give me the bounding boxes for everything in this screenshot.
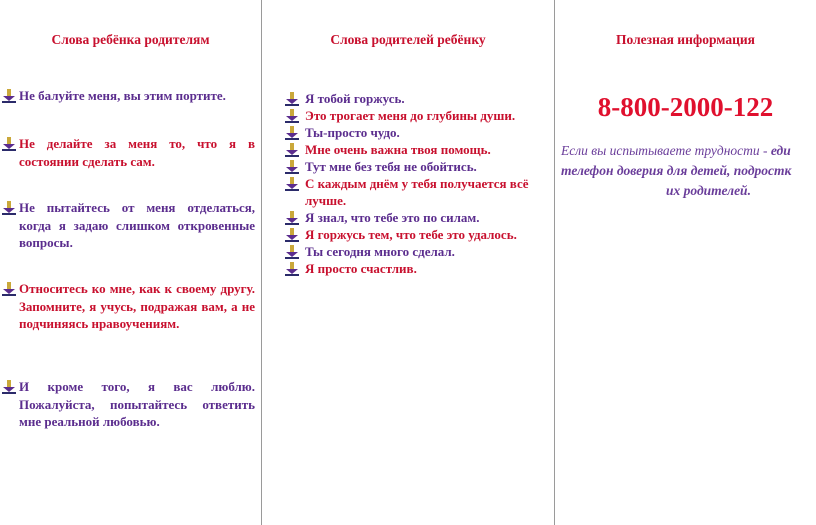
arrow-down-bullet-icon <box>285 262 299 276</box>
list-item: Мне очень важна твоя помощь. <box>285 141 545 158</box>
info-line: Если вы испытываете трудности - еди <box>561 143 791 158</box>
list-item: Ты сегодня много сделал. <box>285 243 545 260</box>
column-title: Слова родителей ребёнку <box>330 32 486 47</box>
arrow-down-bullet-icon <box>2 137 16 151</box>
arrow-down-bullet-icon <box>2 282 16 296</box>
list-item: Не пытайтесь от меня отделаться, когда я задаю слишком откровенные вопросы. <box>19 200 255 250</box>
arrow-down-bullet-icon <box>285 245 299 259</box>
arrow-down-bullet-icon <box>285 228 299 242</box>
list-item: Я горжусь тем, что тебе это удалось. <box>285 226 545 243</box>
arrow-down-bullet-icon <box>285 177 299 191</box>
column-title: Слова ребёнка родителям <box>51 32 210 47</box>
list-item: Не балуйте меня, вы этим портите. <box>19 88 226 103</box>
arrow-down-bullet-icon <box>2 201 16 215</box>
list-item: Не делайте за меня то, что я в состоянии сделать сам. <box>19 136 255 169</box>
arrow-down-bullet-icon <box>285 92 299 106</box>
info-line: телефон доверия для детей, подростк <box>561 163 792 178</box>
list-item: Относитесь ко мне, как к своему другу. Запомните, я учусь, подражая вам, а не подчиняясь нравоучениям. <box>19 281 255 331</box>
list-item: Это трогает меня до глубины души. <box>285 107 545 124</box>
helpline-description <box>561 141 816 201</box>
list-item: И кроме того, я вас люблю. Пожалуйста, попытайтесь ответить мне реальной любовью. <box>19 379 255 429</box>
helpline-phone-number: 8-800-2000-122 <box>597 92 774 122</box>
column-useful-info <box>555 0 816 525</box>
arrow-down-bullet-icon <box>285 143 299 157</box>
arrow-down-bullet-icon <box>285 160 299 174</box>
arrow-down-bullet-icon <box>2 89 16 103</box>
arrow-down-bullet-icon <box>2 380 16 394</box>
list-item: Тут мне без тебя не обойтись. <box>285 158 545 175</box>
column-parents-to-child <box>262 0 554 525</box>
column-child-to-parents <box>0 0 261 525</box>
list-item: Ты-просто чудо. <box>285 124 545 141</box>
list-item: Я тобой горжусь. <box>285 90 545 107</box>
info-line: их родителей. <box>666 183 751 198</box>
arrow-down-bullet-icon <box>285 211 299 225</box>
column-title: Полезная информация <box>616 32 755 47</box>
list-item: Я просто счастлив. <box>285 260 545 277</box>
list-item: С каждым днём у тебя получается всё лучше. <box>285 175 545 209</box>
list-item: Я знал, что тебе это по силам. <box>285 209 545 226</box>
phrase-list <box>285 90 545 277</box>
arrow-down-bullet-icon <box>285 109 299 123</box>
arrow-down-bullet-icon <box>285 126 299 140</box>
